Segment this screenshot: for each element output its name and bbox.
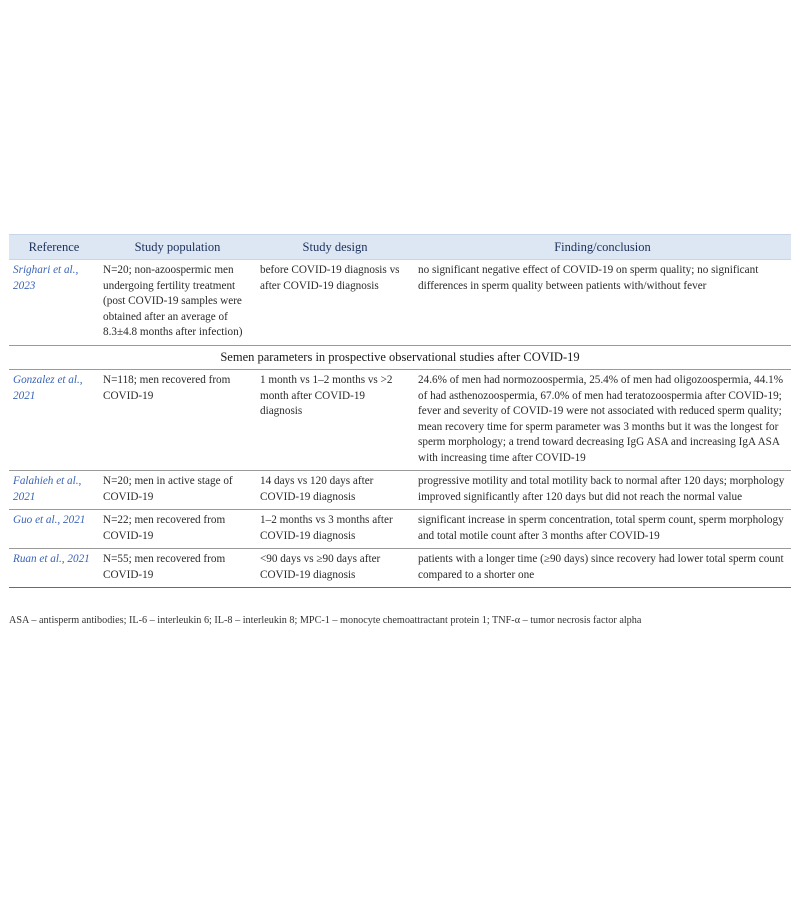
header-row bbox=[9, 235, 791, 260]
table-row bbox=[9, 370, 791, 471]
reference-link[interactable]: Srighari et al., 2023 bbox=[9, 260, 99, 346]
finding-cell: progressive motility and total motility back to normal after 120 days; morphology improved significantly after 120 days but did not reach the normal value bbox=[414, 471, 791, 510]
finding-cell: patients with a longer time (≥90 days) since recovery had lower total sperm count compared to a shorter one bbox=[414, 549, 791, 588]
population-cell: N=22; men recovered from COVID-19 bbox=[99, 510, 256, 549]
header-finding-conclusion: Finding/conclusion bbox=[414, 235, 791, 260]
header-study-design: Study design bbox=[256, 235, 414, 260]
population-cell: N=55; men recovered from COVID-19 bbox=[99, 549, 256, 588]
design-cell: 1–2 months vs 3 months after COVID-19 diagnosis bbox=[256, 510, 414, 549]
design-cell: 1 month vs 1–2 months vs >2 month after COVID-19 diagnosis bbox=[256, 370, 414, 471]
reference-link[interactable]: Ruan et al., 2021 bbox=[9, 549, 99, 588]
section-row bbox=[9, 345, 791, 370]
header-study-population: Study population bbox=[99, 235, 256, 260]
studies-table bbox=[9, 234, 791, 588]
abbreviations-footnote: ASA – antisperm antibodies; IL-6 – interleukin 6; IL-8 – interleukin 8; MPC-1 – monocyte chemoattractant protein 1; TNF-α – tumor necrosis factor alpha bbox=[9, 615, 642, 626]
table-header bbox=[9, 235, 791, 260]
design-cell: 14 days vs 120 days after COVID-19 diagnosis bbox=[256, 471, 414, 510]
header-reference: Reference bbox=[9, 235, 99, 260]
table-row bbox=[9, 260, 791, 346]
reference-link[interactable]: Guo et al., 2021 bbox=[9, 510, 99, 549]
finding-cell: 24.6% of men had normozoospermia, 25.4% of men had oligozoospermia, 44.1% of had asthenozoospermia, 67.0% of men had teratozoospermia after COVID-19; fever and severity of COVID-19 were not associated with reduced sperm quality; mean recovery time for sperm parameter was 3 months but it was the longest for sperm morphology; a trend toward decreasing IgG ASA and increasing IgA ASA with increasing time after COVID-19 bbox=[414, 370, 791, 471]
population-cell: N=20; men in active stage of COVID-19 bbox=[99, 471, 256, 510]
table-row bbox=[9, 549, 791, 588]
reference-link[interactable]: Gonzalez et al., 2021 bbox=[9, 370, 99, 471]
population-cell: N=118; men recovered from COVID-19 bbox=[99, 370, 256, 471]
table-row bbox=[9, 510, 791, 549]
reference-link[interactable]: Falahieh et al., 2021 bbox=[9, 471, 99, 510]
design-cell: before COVID-19 diagnosis vs after COVID-19 diagnosis bbox=[256, 260, 414, 346]
population-cell: N=20; non-azoospermic men undergoing fertility treatment (post COVID-19 samples were obtained after an average of 8.3±4.8 months after infection) bbox=[99, 260, 256, 346]
table-wrapper bbox=[9, 234, 791, 588]
table-row bbox=[9, 471, 791, 510]
finding-cell: no significant negative effect of COVID-19 on sperm quality; no significant differences in sperm quality between patients with/without fever bbox=[414, 260, 791, 346]
design-cell: <90 days vs ≥90 days after COVID-19 diagnosis bbox=[256, 549, 414, 588]
table-body bbox=[9, 260, 791, 588]
finding-cell: significant increase in sperm concentration, total sperm count, sperm morphology and total motile count after 3 months after COVID-19 bbox=[414, 510, 791, 549]
section-title: Semen parameters in prospective observational studies after COVID-19 bbox=[9, 345, 791, 370]
